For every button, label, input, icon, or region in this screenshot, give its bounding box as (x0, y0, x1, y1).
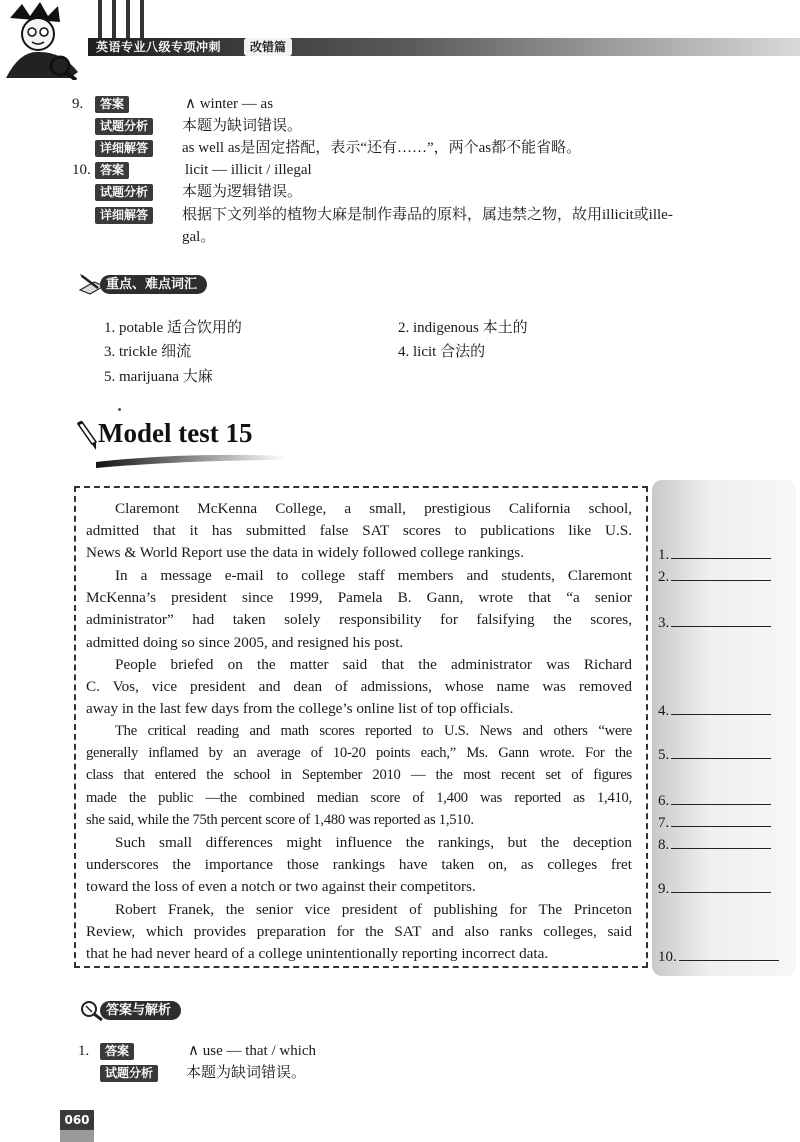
answer-blank-line[interactable] (679, 946, 779, 961)
vocab-section-title: 重点、难点词汇 (100, 275, 207, 294)
answer-blank[interactable] (658, 612, 771, 633)
vocab-item: 2. indigenous 本土的 (398, 320, 528, 336)
answer-blank-line[interactable] (671, 544, 771, 559)
answer-blank[interactable] (658, 878, 771, 899)
answer-blank-number: 4. (658, 703, 670, 719)
mascot-reader-icon (0, 0, 100, 80)
passage-line: Robert Franek, the senior vice president of publishing for The Princeton (115, 901, 632, 918)
analysis-text: 本题为缺词错误。 (186, 1065, 307, 1081)
answer-blank[interactable] (658, 834, 771, 855)
answer-number: 10. (72, 162, 91, 178)
vocab-item: 3. trickle 细流 (104, 344, 192, 360)
analysis-text: 本题为逻辑错误。 (182, 184, 303, 200)
passage-line: Review, which provides preparation for the SAT and also ranks colleges, said (86, 923, 632, 941)
passage-line: McKenna’s president since 1999, Pamela B. Gann, wrote that “a senior (86, 589, 632, 607)
book-title: 英语专业八级专项冲刺 (96, 40, 222, 54)
passage-line: admitted doing so since 2005, and resigned his post. (86, 633, 404, 651)
vocab-section-header (78, 272, 278, 296)
passage-line: generally inflamed by an average of 10-20 points each,” Ms. Gann wrote. For the (86, 745, 632, 762)
explanation-badge: 详细解答 (95, 207, 153, 224)
analysis-badge: 试题分析 (95, 118, 153, 135)
analysis-badge: 试题分析 (95, 184, 153, 201)
passage-line: The critical reading and math scores reported to U.S. News and others “were (115, 723, 632, 739)
explanation-text: as well as是固定搭配，表示“还有……”，两个as都不能省略。 (182, 140, 582, 156)
answer-text: ∧ use — that / which (188, 1043, 317, 1059)
answer-blank-line[interactable] (671, 566, 771, 581)
passage-line: Such small differences might influence the rankings, but the deception (115, 834, 632, 851)
decorative-dot (118, 408, 121, 411)
answer-blank-number: 8. (658, 837, 670, 853)
section-tag: 改错篇 (244, 38, 292, 56)
passage-line: Claremont McKenna College, a small, prestigious California school, (115, 500, 632, 517)
passage-line: away in the last few days from the college’s online list of top officials. (86, 700, 514, 718)
passage-line: admitted that it has submitted false SAT scores to publications like U.S. (86, 522, 632, 540)
answer-blank-number: 1. (658, 547, 670, 563)
passage-line: In a message e-mail to college staff members and students, Claremont (115, 567, 632, 584)
analysis-text: 本题为缺词错误。 (182, 118, 303, 134)
passage-line: class that entered the school in September 2010 — the most recent set of figures (86, 767, 632, 784)
answer-blank-number: 9. (658, 881, 670, 897)
analysis-section-title: 答案与解析 (100, 1001, 181, 1020)
answer-blank[interactable] (658, 700, 771, 721)
answer-blank-number: 2. (658, 569, 670, 585)
pencil-icon (74, 420, 100, 450)
vocab-item: 5. marijuana 大麻 (104, 369, 213, 385)
answer-text: ∧ winter — as (185, 96, 274, 112)
header-stripes (98, 0, 160, 40)
answer-blank-line[interactable] (671, 878, 771, 893)
title-swoosh (96, 452, 286, 468)
vocab-item: 1. potable 适合饮用的 (104, 320, 242, 336)
passage-line: made the public —the combined median score of 1,400 was reported as 1,410, (86, 789, 632, 806)
answer-blank-number: 3. (658, 615, 670, 631)
answer-number: 9. (72, 96, 84, 112)
answer-blank-line[interactable] (671, 834, 771, 849)
analysis-section-header (78, 998, 238, 1022)
explanation-text-cont: gal。 (182, 229, 216, 245)
vocab-item: 4. licit 合法的 (398, 344, 486, 360)
passage-line: she said, while the 75th percent score of 1,480 was reported as 1,510. (86, 811, 474, 828)
model-test-title: Model test 15 (98, 418, 253, 448)
answer-blank[interactable] (658, 790, 771, 811)
passage-line: that he had never heard of a college unintentionally reporting incorrect data. (86, 945, 549, 963)
passage-line: C. Vos, vice president and dean of admissions, whose name was removed (86, 678, 632, 696)
explanation-badge: 详细解答 (95, 140, 153, 157)
page-header (0, 0, 800, 80)
answer-blank[interactable] (658, 566, 771, 587)
answer-blank-number: 10. (658, 949, 677, 965)
answer-blank[interactable] (658, 744, 771, 765)
answer-blank-line[interactable] (671, 700, 771, 715)
answer-blank-number: 7. (658, 815, 670, 831)
answer-number: 1. (78, 1043, 90, 1059)
answer-blank[interactable] (658, 812, 771, 833)
passage-line: People briefed on the matter said that the administrator was Richard (115, 656, 632, 673)
page-number-bar (60, 1130, 94, 1142)
analysis-badge: 试题分析 (100, 1065, 158, 1082)
answer-blank-line[interactable] (671, 790, 771, 805)
explanation-text: 根据下文列举的植物大麻是制作毒品的原料，属违禁之物，故用illicit或ille- (182, 207, 673, 223)
answer-blank-line[interactable] (671, 744, 771, 759)
answer-blank-line[interactable] (671, 612, 771, 627)
passage-line: toward the loss of even a notch or two against their competitors. (86, 878, 476, 896)
answer-blank-number: 6. (658, 793, 670, 809)
answer-blank-number: 5. (658, 747, 670, 763)
answer-badge: 答案 (100, 1043, 134, 1060)
answer-text: licit — illicit / illegal (185, 162, 312, 178)
answer-blank[interactable] (658, 544, 771, 565)
passage-line: underscores the importance those rankings have taken on, as colleges fret (86, 856, 632, 874)
answer-badge: 答案 (95, 96, 129, 113)
passage-line: News & World Report use the data in widely followed college rankings. (86, 544, 524, 562)
answer-blank-line[interactable] (671, 812, 771, 827)
answer-badge: 答案 (95, 162, 129, 179)
page-number: 060 (60, 1110, 94, 1130)
answer-blank[interactable] (658, 946, 779, 967)
passage-line: administrator” had taken solely responsibility for falsifying the scores, (86, 611, 632, 629)
